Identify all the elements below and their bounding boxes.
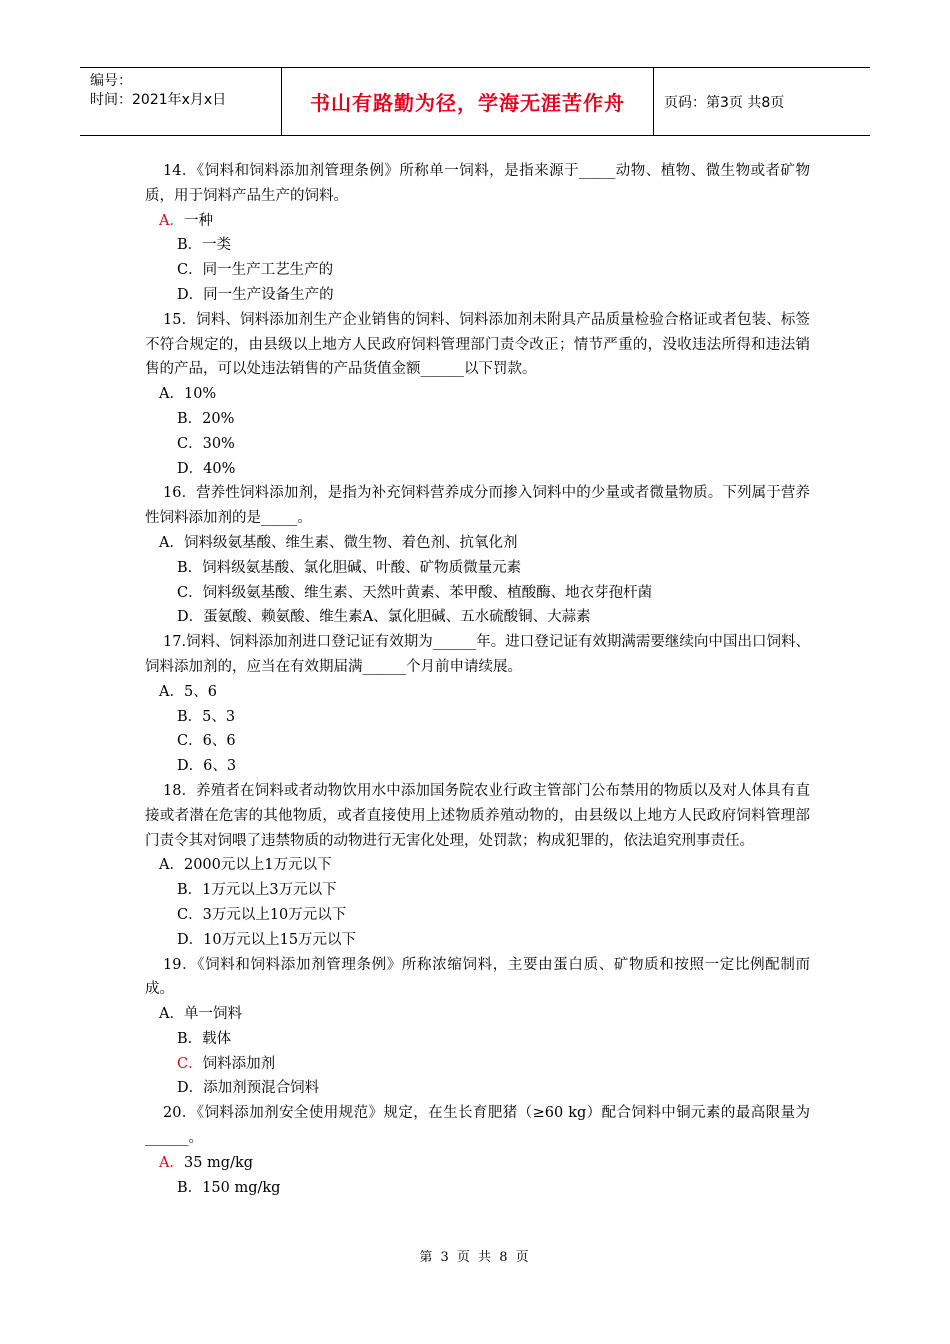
date-label: 时间：2021年x月x日 (90, 92, 227, 108)
question-list (145, 159, 810, 1200)
option-text: 2000元以上1万元以下 (183, 857, 332, 874)
question-text: 17.饲料、饲料添加剂进口登记证有效期为______年。进口登记证有效期满需要继续向中国出口饲料、饲料添加剂的，应当在有效期届满______个月前申请续展。 (145, 634, 810, 675)
option-text: 150 mg/kg (202, 1179, 281, 1196)
option-text: 20% (202, 410, 235, 427)
question-text: 16．营养性饲料添加剂，是指为补充饲料营养成分而掺入饲料中的少量或者微量物质。下列属于营养性饲料添加剂的是_____。 (145, 485, 810, 527)
option-text: 10万元以上15万元以下 (203, 931, 357, 948)
option-text: 35 mg/kg (183, 1154, 254, 1171)
header-left-cell (80, 68, 282, 135)
page-footer: 第 3 页 共 8 页 (419, 1250, 531, 1265)
page-info: 页码：第3页 共8页 (664, 94, 785, 111)
option-text: 1万元以上3万元以下 (202, 882, 337, 899)
option-letter: B． (177, 237, 203, 254)
option-text: 6、6 (202, 733, 236, 750)
question-text: 20．《饲料添加剂安全使用规范》规定，在生长育肥猪（≥60 kg）配合饲料中铜元素的最高限量为______。 (145, 1105, 810, 1147)
option-text: 饲料级氨基酸、氯化胆碱、叶酸、矿物质微量元素 (202, 559, 522, 576)
option-item (145, 209, 810, 234)
option-text: 饲料级氨基酸、维生素、天然叶黄素、苯甲酸、植酸酶、地衣芽孢杆菌 (202, 584, 653, 601)
option-item (145, 1076, 810, 1101)
option-letter: D． (177, 1080, 204, 1097)
header-right-cell (654, 68, 870, 135)
option-letter: C． (177, 435, 203, 452)
option-letter: C． (177, 262, 203, 279)
option-letter: A． (159, 386, 184, 403)
option-item (145, 1027, 810, 1052)
option-item (145, 928, 810, 953)
option-item (145, 283, 810, 308)
option-item (145, 407, 810, 432)
option-item (145, 1002, 810, 1027)
option-item (145, 754, 810, 779)
option-item (145, 531, 810, 556)
option-text: 饲料添加剂 (202, 1055, 276, 1072)
option-item (145, 556, 810, 581)
option-item (145, 1151, 810, 1176)
option-letter: D． (177, 758, 204, 775)
option-text: 40% (203, 460, 236, 477)
option-letter: C． (177, 584, 203, 601)
option-text: 添加剂预混合饲料 (203, 1080, 320, 1097)
option-letter: C． (177, 906, 203, 923)
option-item (145, 432, 810, 457)
option-item (145, 729, 810, 754)
option-text: 载体 (202, 1030, 232, 1047)
option-letter: A． (159, 683, 184, 700)
option-item (145, 457, 810, 482)
question-text: 18．养殖者在饲料或者动物饮用水中添加国务院农业行政主管部门公布禁用的物质以及对人体具有直接或者潜在危害的其他物质，或者直接使用上述物质养殖动物的，由县级以上地方人民政府饲料管理部门责令其对饲喂了违禁物质的动物进行无害化处理，处罚款；构成犯罪的，依法追究刑事责任。 (145, 782, 810, 849)
option-letter: B． (177, 410, 203, 427)
option-letter: B． (177, 882, 203, 899)
option-letter: C． (177, 1055, 203, 1072)
option-letter: D． (177, 931, 204, 948)
motto: 书山有路勤为径，学海无涯苦作舟 (310, 91, 625, 115)
header-middle-cell (282, 68, 654, 135)
option-letter: D． (177, 286, 204, 303)
option-letter: B． (177, 559, 203, 576)
option-letter: A． (159, 1154, 184, 1171)
option-item (145, 233, 810, 258)
option-item (145, 705, 810, 730)
option-item (145, 903, 810, 928)
question-text: 19．《饲料和饲料添加剂管理条例》所称浓缩饲料，主要由蛋白质、矿物质和按照一定比例配制而成。 (145, 956, 810, 998)
option-text: 30% (202, 435, 235, 452)
option-text: 蛋氨酸、赖氨酸、维生素A、氯化胆碱、五水硫酸铜、大蒜素 (203, 609, 591, 626)
option-text: 3万元以上10万元以下 (202, 906, 347, 923)
page-header (80, 67, 870, 136)
option-letter: A． (159, 534, 184, 551)
option-text: 6、3 (203, 758, 237, 775)
option-letter: D． (177, 460, 204, 477)
question-text: 15．饲料、饲料添加剂生产企业销售的饲料、饲料添加剂未附具产品质量检验合格证或者包装、标签不符合规定的，由县级以上地方人民政府饲料管理部门责令改正；情节严重的，没收违法所得和违法销售的产品，可以处违法销售的产品货值金额______以下罚款。 (145, 311, 810, 378)
question-text: 14．《饲料和饲料添加剂管理条例》所称单一饲料，是指来源于_____动物、植物、微生物或者矿物质，用于饲料产品生产的饲料。 (145, 163, 810, 204)
option-item (145, 878, 810, 903)
option-letter: A． (159, 1006, 184, 1023)
option-text: 一种 (183, 212, 213, 229)
option-item (145, 382, 810, 407)
option-item (145, 605, 810, 630)
option-letter: B． (177, 708, 203, 725)
option-item (145, 1052, 810, 1077)
option-item (145, 258, 810, 283)
option-text: 5、6 (183, 683, 217, 700)
option-text: 饲料级氨基酸、维生素、微生物、着色剂、抗氧化剂 (183, 534, 518, 551)
option-letter: A． (159, 857, 184, 874)
option-text: 单一饲料 (183, 1006, 242, 1023)
option-letter: A． (159, 212, 184, 229)
option-item (145, 853, 810, 878)
option-item (145, 1176, 810, 1201)
option-text: 一类 (202, 237, 232, 254)
option-text: 10% (183, 386, 217, 403)
option-text: 同一生产设备生产的 (203, 286, 334, 303)
number-label: 编号： (90, 73, 132, 89)
option-item (145, 581, 810, 606)
option-letter: B． (177, 1030, 203, 1047)
option-item (145, 680, 810, 705)
option-letter: D． (177, 609, 204, 626)
option-letter: B． (177, 1179, 203, 1196)
option-text: 5、3 (202, 708, 236, 725)
option-text: 同一生产工艺生产的 (202, 262, 334, 279)
option-letter: C． (177, 733, 203, 750)
